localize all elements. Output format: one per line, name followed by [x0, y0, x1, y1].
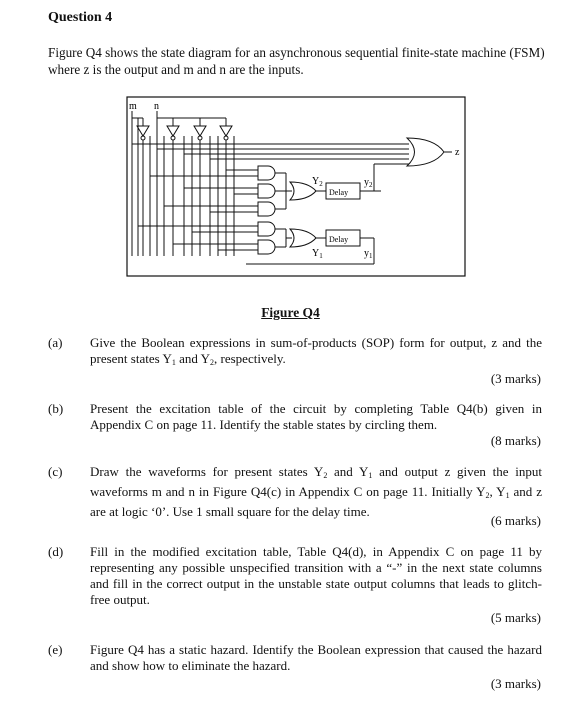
delay-y2-label: Delay — [329, 188, 349, 197]
part-d-label: (d) — [48, 544, 64, 559]
part-c-label: (c) — [48, 464, 63, 479]
part-e-text: Figure Q4 has a static hazard. Identify the Boolean expression that caused the hazard and show how to eliminate the hazard. — [90, 642, 542, 673]
part-a-label: (a) — [48, 335, 63, 350]
part-c-text: Draw the waveforms for present states $Y_2$ and $Y_1$ and output z given the input waveforms m and n in Figure Q4(c) in Appendix C on page 11. Initially $Y_2$, $Y_1$ and z are at logic ‘0’. Use 1 small square for the delay time. — [90, 464, 543, 519]
y2-excitation-label: $Y_2$ — [312, 176, 323, 188]
delay-y1-label: Delay — [329, 235, 349, 244]
question-intro: Figure Q4 shows the state diagram for an asynchronous sequential finite-state machine (FSM) where z is the output and m and n are the inputs. — [48, 45, 545, 77]
y1-present-label: $y_1$ — [364, 248, 373, 260]
y2-present-label: $y_2$ — [364, 177, 373, 189]
part-a-text: Give the Boolean expressions in sum-of-products (SOP) form for output, z and the present states $Y_1$ and $Y_2$, respectively. — [90, 335, 542, 367]
question-title: Question 4 — [48, 10, 113, 25]
part-b-marks: (8 marks) — [490, 433, 541, 448]
part-e-marks: (3 marks) — [490, 676, 541, 691]
figure-q4-circuit — [126, 96, 466, 277]
output-z-label: z — [455, 147, 460, 158]
part-e-label: (e) — [48, 642, 63, 657]
input-m-label: m — [129, 101, 137, 112]
part-b-text: Present the excitation table of the circuit by completing Table Q4(b) given in Appendix C on page 11. Identify the stable states by circling them. — [90, 401, 542, 432]
y1-excitation-label: $Y_1$ — [312, 248, 323, 260]
input-n-label: n — [154, 101, 159, 112]
part-d-text: Fill in the modified excitation table, Table Q4(d), in Appendix C on page 11 by representing any possible unspecified transition with a “-” in the next state columns and fill in the correct output in the unstable state output columns that leads to glitch-free output. — [90, 544, 542, 607]
part-c-marks: (6 marks) — [490, 513, 541, 528]
part-d-marks: (5 marks) — [490, 610, 541, 625]
part-b-label: (b) — [48, 401, 64, 416]
figure-caption: Figure Q4 — [261, 305, 320, 320]
part-a-marks: (3 marks) — [490, 371, 541, 386]
